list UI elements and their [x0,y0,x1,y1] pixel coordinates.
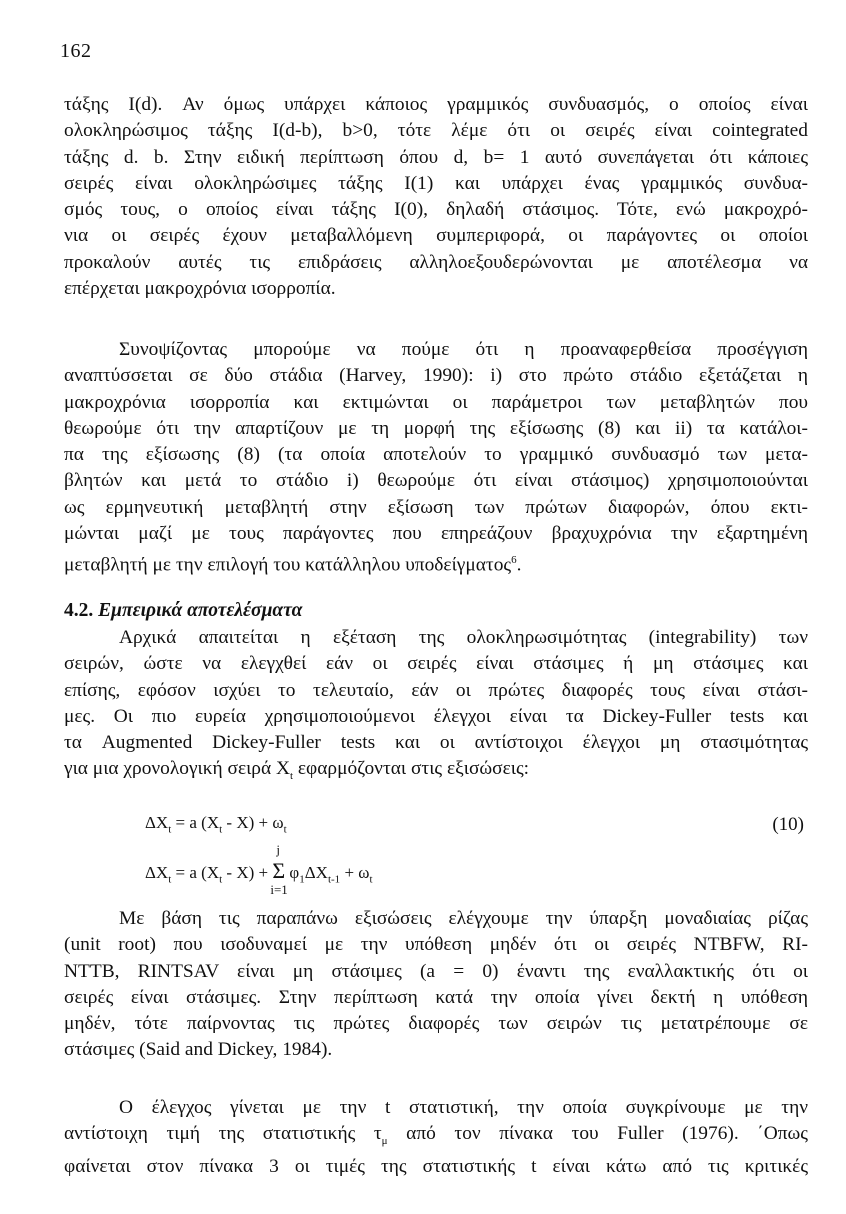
footnote-reference: 6 [511,554,517,567]
eq-term: - X) + ω [222,813,284,832]
text-line: προκαλούν αυτές τις επιδράσεις αλληλοεξουδερώνονται με αποτέλεσμα να [64,251,808,273]
eq-term: = a (X [171,863,220,882]
subscript: 1 [299,873,305,886]
eq-term: ΔX [145,863,169,882]
section-heading [64,600,302,622]
subscript: t [219,873,223,886]
text-line: Αρχικά απαιτείται η εξέταση της ολοκληρωσιμότητας (integrability) των [119,627,808,648]
subscript: t [219,823,223,836]
text-line: βλητών και μετά το στάδιο i) θεωρούμε ότι είναι στάσιμος) χρησιμοποιούνται [64,470,808,492]
summation-symbol [270,842,288,897]
eq-term: - X) + [222,863,273,882]
text-line [64,756,808,789]
text-line: ως ερμηνευτική μεταβλητή στην εξίσωση των πρώτων διαφορών, όπου εκτι- [64,496,808,518]
text-line: Συνοψίζοντας μπορούμε να πούμε ότι η προαναφερθείσα προσέγγιση [119,339,808,360]
text-fragment: από τον πίνακα του Fuller (1976). ΄Οπως [387,1123,808,1145]
text-line: σειρών, ώστε να ελεγχθεί εάν οι σειρές είναι στάσιμες ή μη στάσιμες και [64,653,808,675]
subscript: t [168,873,172,886]
text-line: μώνται μαζί με τους παράγοντες που επηρεάζουν βραχυχρόνια την εξαρτημένη [64,523,808,545]
paragraph-unit-root [64,906,808,1064]
text-line: πα της εξίσωσης (8) (τα οποία αποτελούν το γραμμικό συνδυασμό των μετα- [64,444,808,466]
equation-augmented [145,842,373,897]
text-line: Ο έλεγχος γίνεται με την t στατιστική, την οποία συγκρίνουμε με την [119,1097,808,1118]
text-fragment: μεταβλητή με την επιλογή του κατάλληλου υποδείγματος [64,554,512,576]
text-fragment: αντίστοιχη τιμή της στατιστικής τ [64,1123,382,1145]
paragraph-t-statistic [64,1095,808,1181]
text-fragment: . [516,554,522,576]
sum-sign: Σ [272,858,286,883]
text-line: θεωρούμε ότι την απαρτίζουν με τη μορφή της εξίσωσης (8) και ii) τα κατάλοι- [64,417,808,439]
text-line: επίσης, εφόσον ισχύει το τελευταίο, εάν οι πρώτες διαφορές τους είναι στάσι- [64,679,808,701]
paragraph-summary [64,337,808,579]
subscript: μ [381,1135,388,1148]
paragraph-cointegration [64,92,808,302]
section-title: Εμπειρικά αποτελέσματα [98,600,303,621]
text-line [64,1121,808,1154]
subscript: t [290,770,294,783]
paragraph-integrability [64,625,808,790]
subscript: t-1 [327,873,341,886]
text-line: (unit root) που ισοδυναμεί με την υπόθεση μηδέν ότι οι σειρές NTBFW, RI- [64,934,808,956]
text-line: τα Augmented Dickey-Fuller tests και οι αντίστοιχοι έλεγχοι μη στασιμότητας [64,732,808,754]
sum-lower-limit: i=1 [270,882,288,897]
eq-term: ΔX [145,813,169,832]
text-line: τάξης d. b. Στην ειδική περίπτωση όπου d, b= 1 αυτό συνεπάγεται ότι κάποιες [64,146,808,168]
eq-term: ΔX [304,863,328,882]
equation-number: (10) [772,814,804,835]
section-number: 4.2. [64,600,94,621]
eq-term: = a (X [171,813,220,832]
eq-term: + ω [340,863,370,882]
sum-upper-limit: j [276,842,280,857]
text-fragment: για μια χρονολογική σειρά X [64,758,290,780]
text-line: σειρές είναι στάσιμες. Στην περίπτωση κατά την οποία γίνει δεκτή η υπόθεση [64,986,808,1008]
eq-term: φ [285,863,300,882]
text-line: στάσιμες (Said and Dickey, 1984). [64,1039,333,1061]
text-line: επέρχεται μακροχρόνια ισορροπία. [64,278,336,300]
text-fragment: εφαρμόζονται στις εξισώσεις: [293,758,530,780]
equation-10 [145,813,287,835]
text-line: μηδέν, τότε παίρνοντας τις πρώτες διαφορές των σειρών τις μετατρέπουμε σε [64,1013,808,1035]
subscript: t [168,823,172,836]
text-line: μακροχρόνια ισορροπία και εκτιμώνται οι παράμετροι των μεταβλητών που [64,391,808,413]
subscript: t [283,823,287,836]
text-line: NTTB, RINTSAV είναι μη στάσιμες (a = 0) έναντι της εναλλακτικής ότι οι [64,960,808,982]
text-line: σμός τους, ο οποίος είναι τάξης I(0), δηλαδή στάσιμος. Τότε, ενώ μακροχρό- [64,199,808,221]
text-line: φαίνεται στον πίνακα 3 οι τιμές της στατιστικής t είναι κάτω από τις κριτικές [64,1156,808,1178]
text-line: μες. Οι πιο ευρεία χρησιμοποιούμενοι έλεγχοι είναι τα Dickey-Fuller tests και [64,705,808,727]
text-line: Με βάση τις παραπάνω εξισώσεις ελέγχουμε την ύπαρξη μοναδιαίας ρίζας [119,908,808,929]
text-line: τάξης I(d). Αν όμως υπάρχει κάποιος γραμμικός συνδυασμός, ο οποίος είναι [64,94,808,115]
page-number: 162 [60,40,92,62]
subscript: t [369,873,373,886]
text-line: αναπτύσσεται σε δύο στάδια (Harvey, 1990): i) στο πρώτο στάδιο εξετάζεται η [64,365,808,387]
text-line: σειρές είναι ολοκληρώσιμες τάξης I(1) και υπάρχει ένας γραμμικός συνδυα- [64,172,808,194]
text-line [64,547,808,579]
text-line: νια οι σειρές έχουν μεταβαλλόμενη συμπεριφορά, οι παράγοντες οι οποίοι [64,225,808,247]
text-line: ολοκληρώσιμος τάξης I(d-b), b>0, τότε λέμε ότι οι σειρές είναι cointegrated [64,120,808,142]
